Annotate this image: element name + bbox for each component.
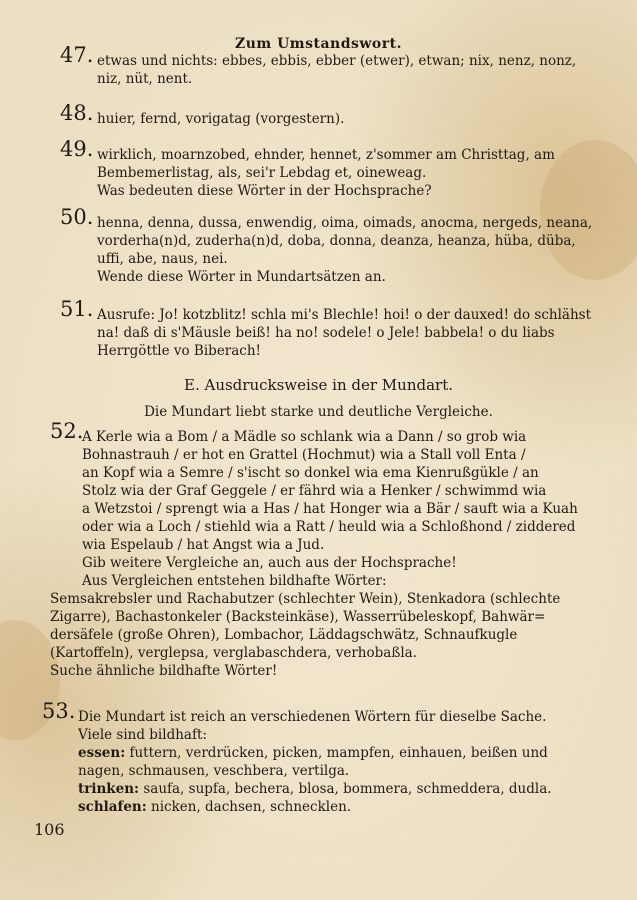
text-line: Ausrufe: Jo! kotzblitz! schla mi's Blechle! hoi! o der dauxed! do schlähst <box>97 307 592 323</box>
text-line: Gib weitere Vergleiche an, auch aus der Hochsprache! <box>82 555 457 571</box>
text-line: Die Mundart ist reich an verschiedenen Wörtern für dieselbe Sache. <box>78 709 547 725</box>
text-line: dersäfele (große Ohren), Lombachor, Läddagschwätz, Schnaufkugle <box>50 627 518 643</box>
word-group-label: essen: <box>78 745 126 761</box>
text-line: Wende diese Wörter in Mundartsätzen an. <box>97 269 386 285</box>
exercise-52 <box>50 419 595 680</box>
exercise-number: 53. <box>42 699 76 723</box>
text-line: Bembemerlistag, als, sei'r Lebdag et, oineweag. <box>97 165 427 181</box>
word-group-label: schlafen: <box>78 799 147 815</box>
text-line: wia Espelaub / hat Angst wia a Jud. <box>82 537 325 553</box>
text-line: Aus Vergleichen entstehen bildhafte Wörter: <box>82 573 387 589</box>
exercise-49 <box>60 137 595 200</box>
text-line: huier, fernd, vorigatag (vorgestern). <box>97 111 345 127</box>
page-header: Zum Umstandswort. <box>235 36 402 52</box>
section-title: E. Ausdrucksweise in der Mundart. <box>184 376 453 394</box>
text-line: niz, nüt, nent. <box>97 71 193 87</box>
text-line: Viele sind bildhaft: <box>78 727 207 743</box>
text-line <box>78 780 595 798</box>
exercise-number: 52. <box>50 419 84 443</box>
text-line: Suche ähnliche bildhafte Wörter! <box>50 663 278 679</box>
text-line: vorderha(n)d, zuderha(n)d, doba, donna, deanza, heanza, hüba, düba, <box>97 233 576 249</box>
word-group-text: saufa, supfa, bechera, blosa, bommera, schmeddera, dudla. <box>139 781 552 797</box>
exercise-51 <box>60 297 595 360</box>
text-line <box>78 798 595 816</box>
exercise-number: 50. <box>60 205 94 229</box>
text-line: henna, denna, dussa, enwendig, oima, oimads, anocma, nergeds, neana, <box>97 215 593 231</box>
text-line: uffi, abe, naus, nei. <box>97 251 228 267</box>
text-line: Herrgöttle vo Biberach! <box>97 343 261 359</box>
text-line: wirklich, moarnzobed, ehnder, hennet, z'sommer am Christtag, am <box>97 147 555 163</box>
word-group-text: nagen, schmausen, veschbera, vertilga. <box>78 763 350 779</box>
text-line <box>78 762 595 780</box>
text-line: a Wetzstoi / sprengt wia a Has / hat Honger wia a Bär / sauft wia a Kuah <box>82 501 578 517</box>
exercise-number: 48. <box>60 101 94 125</box>
exercise-number: 49. <box>60 137 94 161</box>
exercise-50 <box>60 205 595 286</box>
text-line: A Kerle wia a Bom / a Mädle so schlank wia a Dann / so grob wia <box>82 429 527 445</box>
word-group-label: trinken: <box>78 781 140 797</box>
text-line: an Kopf wia a Semre / s'ischt so donkel wia ema Kienrußgükle / an <box>82 465 539 481</box>
text-line: Stolz wia der Graf Geggele / er fährd wia a Henker / schwimmd wia <box>82 483 547 499</box>
word-group-text: futtern, verdrücken, picken, mampfen, einhauen, beißen und <box>125 745 548 761</box>
section-intro: Die Mundart liebt starke und deutliche Vergleiche. <box>144 404 493 420</box>
page-number: 106 <box>34 820 65 839</box>
text-line: Bohnastrauh / er hot en Grattel (Hochmut) wia a Stall voll Enta / <box>82 447 526 463</box>
exercise-number: 47. <box>60 43 94 67</box>
text-line: oder wia a Loch / stiehld wia a Ratt / heuld wia a Schloßhond / ziddered <box>82 519 576 535</box>
text-line: Zigarre), Bachastonkeler (Backsteinkäse), Wasserrübeleskopf, Bahwär= <box>50 609 546 625</box>
text-line <box>78 744 595 762</box>
text-line: etwas und nichts: ebbes, ebbis, ebber (etwer), etwan; nix, nenz, nonz, <box>97 53 577 69</box>
text-line: na! daß di s'Mäusle beiß! ha no! sodele! o Jele! babbela! o du liabs <box>97 325 555 341</box>
text-line: Semsakrebsler und Rachabutzer (schlechter Wein), Stenkadora (schlechte <box>50 591 561 607</box>
exercise-48 <box>60 101 595 128</box>
word-group-text: nicken, dachsen, schnecklen. <box>146 799 352 815</box>
exercise-53 <box>42 699 595 816</box>
text-line: Was bedeuten diese Wörter in der Hochsprache? <box>97 183 432 199</box>
exercise-number: 51. <box>60 297 94 321</box>
text-line: (Kartoffeln), verglepsa, verglabaschdera, verhobaßla. <box>50 645 417 661</box>
